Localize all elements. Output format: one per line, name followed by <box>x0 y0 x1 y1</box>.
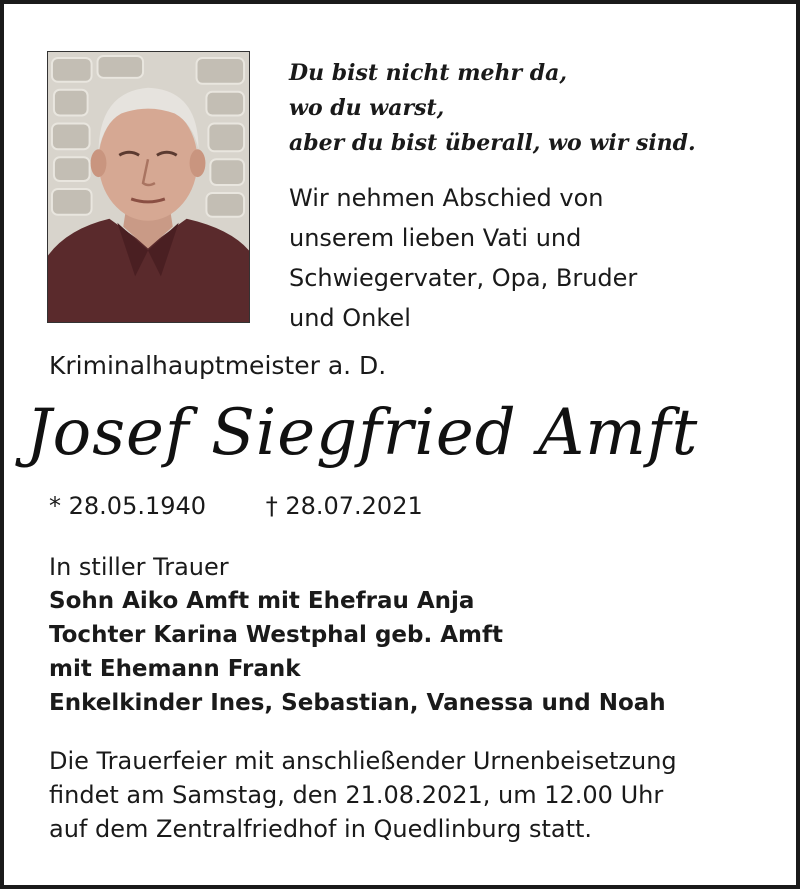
quote-line: wo du warst, <box>289 95 445 121</box>
deceased-name: Josef Siegfried Amft <box>26 396 699 470</box>
mourner-line: Tochter Karina Westphal geb. Amft <box>49 622 503 648</box>
quote-line: Du bist nicht mehr da, <box>289 60 568 86</box>
funeral-line: Die Trauerfeier mit anschließender Urnenbeisetzung <box>49 747 677 775</box>
mourner-line: Enkelkinder Ines, Sebastian, Vanessa und Noah <box>49 690 666 716</box>
mourners-list <box>49 550 779 720</box>
death-date: † 28.07.2021 <box>265 492 423 520</box>
intro-line: Wir nehmen Abschied von <box>289 184 604 212</box>
memorial-quote <box>289 56 779 161</box>
funeral-line: auf dem Zentralfriedhof in Quedlinburg statt. <box>49 815 593 843</box>
portrait-photo-icon <box>48 52 249 322</box>
funeral-line: findet am Samstag, den 21.08.2021, um 12.00 Uhr <box>49 781 664 809</box>
deceased-rank: Kriminalhauptmeister a. D. <box>49 351 387 380</box>
funeral-details <box>49 744 789 846</box>
birth-date: * 28.05.1940 <box>49 492 207 520</box>
intro-line: unserem lieben Vati und <box>289 224 582 252</box>
intro-line: und Onkel <box>289 304 411 332</box>
portrait-photo <box>47 51 250 323</box>
mourner-line: mit Ehemann Frank <box>49 656 301 682</box>
mourner-line: Sohn Aiko Amft mit Ehefrau Anja <box>49 588 475 614</box>
mourning-intro: In stiller Trauer <box>49 553 229 581</box>
farewell-intro <box>289 178 769 338</box>
intro-line: Schwiegervater, Opa, Bruder <box>289 264 638 292</box>
quote-line: aber du bist überall, wo wir sind. <box>289 130 696 156</box>
life-dates <box>49 490 423 522</box>
